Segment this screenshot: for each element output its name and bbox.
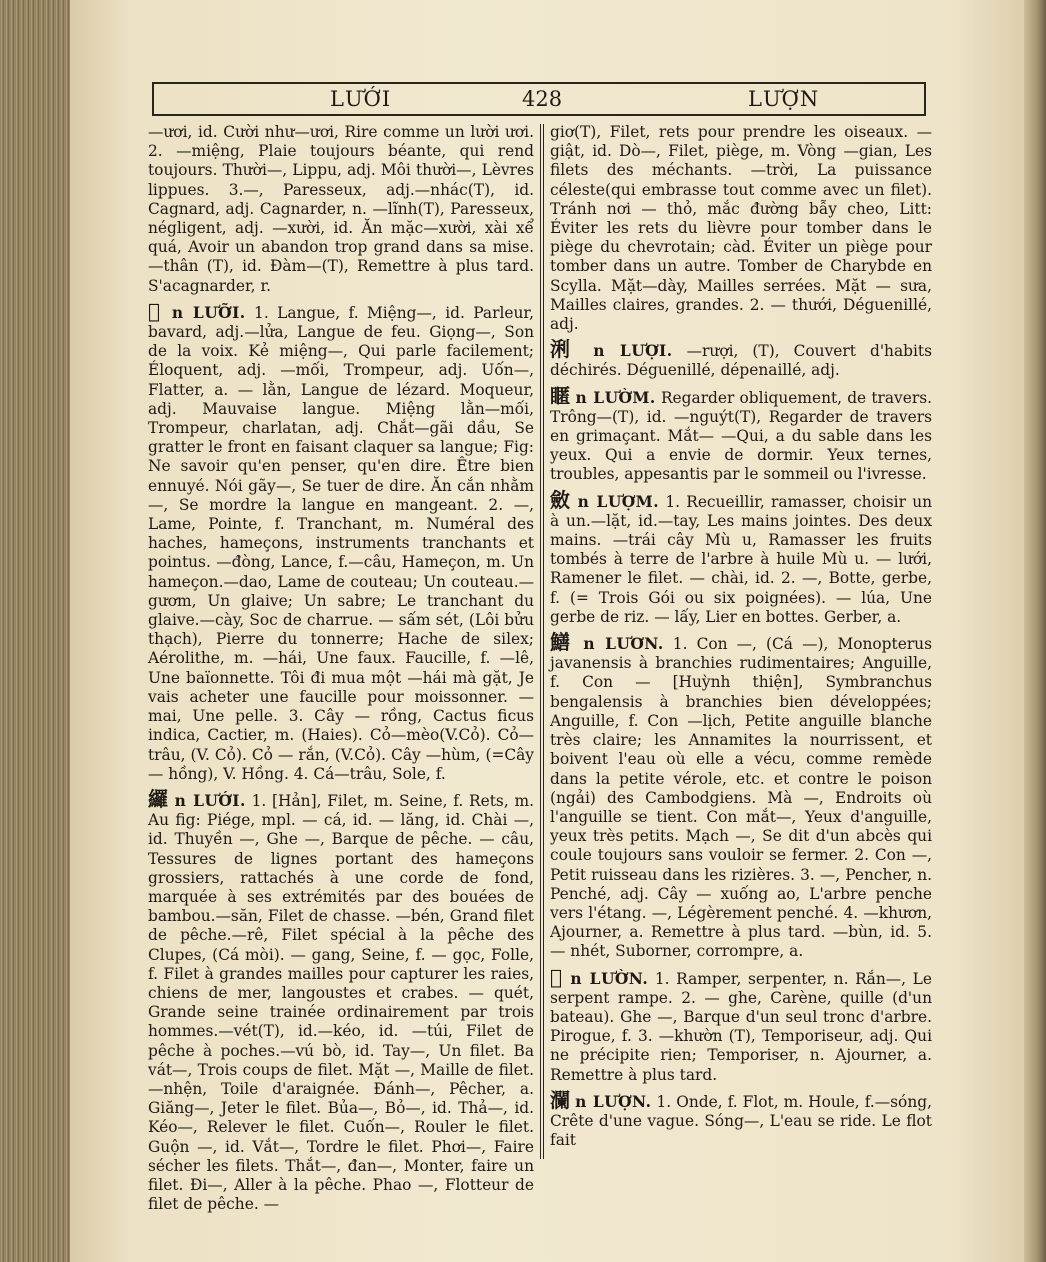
chinese-character: 斂 xyxy=(550,487,572,512)
chinese-character: 𦧜 xyxy=(148,298,164,323)
entry-headword: n LƯỢN. xyxy=(575,1092,652,1111)
entry-text: 1. Ramper, serpenter, n. Rắn—, Le serpent rampe. 2. — ghe, Carène, quille (d'un bateau). Ghe —, Barque d'un seul tronc d'arbre. Pirogue, f. 3. —khườn (T), Temporiseur, adj. Qui ne précipite rien; Temporiser, n. Ajourner, a. Remettre à plus tard. xyxy=(550,969,932,1084)
entry-text: Regarder obliquement, de travers. Trông—(T), id. —nguýt(T), Regarder de travers en grimaçant. Mắt— —Qui, a du sable dans les yeux. Qui a envie de dormir. Yeux ternes, troubles, appesantis par le sommeil ou l'ivresse. xyxy=(550,388,932,484)
entry-luoi-ragged xyxy=(550,337,932,380)
running-head-left: LƯỚI xyxy=(330,87,392,111)
entry-headword: n LƯỢI. xyxy=(593,342,673,361)
entry-continuation xyxy=(550,123,932,334)
entry-headword: n LƯỢM. xyxy=(577,492,660,511)
book-spine-edge xyxy=(0,0,70,1262)
entry-headword: n LƯỠI. xyxy=(171,303,246,322)
entry-text: giơ(T), Filet, rets pour prendre les oiseaux. —giật, id. Dò—, Filet, piège, m. Vòng —gian, Les filets des méchants. —trời, La puissance céleste(qui embrasse tout comme avec un filet). Tránh nơi — thỏ, mắc đường bẫy cheo, Litt: Éviter les rets du lièvre pour tomber dans le piège du chevrotain; càd. Éviter un piège pour tomber dans un autre. Tomber de Charybde en Scylla. Mặt—dày, Mailles serrées. Mặt — sưa, Mailles claires, grandes. 2. — thưới, Déguenillé, adj. xyxy=(550,123,932,334)
left-column xyxy=(148,123,534,1214)
running-head-right: LƯỢN xyxy=(748,87,820,111)
page-edge-right xyxy=(1024,0,1046,1262)
right-column xyxy=(550,123,932,1163)
entry-headword: n LƯỜN. xyxy=(570,969,649,988)
column-divider xyxy=(540,124,544,1159)
chinese-character: 浰 xyxy=(550,337,580,362)
chinese-character: 瀾 xyxy=(550,1087,571,1112)
entry-text: 1. Langue, f. Miệng—, id. Parleur, bavard, adj.—lửa, Langue de feu. Giọng—, Son de la voix. Kẻ miệng—, Qui parle facilement; Éloquent, adj. —mối, Trompeur, adj. Uốn—, Flatter, a. — lằn, Langue de lézard. Moqueur, adj. Mauvaise langue. Miệng lằn—mối, Trompeur, charlatan, adj. Chắt—gãi dầu, Se gratter le front en faisant claquer sa langue; Fig: Ne savoir qu'en penser, qu'en dire. Être bien ennuyé. Nói gãy—, Se tuer de dire. Ăn cắn nhằm —, Se mordre la langue en mangeant. 2. —, Lame, Pointe, f. Tranchant, m. Numéral des haches, hameçons, instruments tranchants et pointus. —đòng, Lance, f.—câu, Hameçon, m. Un hameçon.—dao, Lame de couteau; Un couteau.—gươm, Un glaive; Un sabre; Le tranchant du glaive.—cày, Soc de charrue. — sấm sét, (Lôi bửu thạch), Pierre du tonnerre; Hache de silex; Aérolithe, m. —hái, Une faux. Faucille, f. —lê, Une baïonnette. Tôi đi mua một —hái mà gặt, Je vais acheter une faucille pour moissonner. — mai, Une pelle. 3. Cây — rồng, Cactus ficus indica, Cactier, m. (Haies). Cỏ—mèo(V.Cỏ). Cỏ—trâu, (V. Cỏ). Cỏ — rắn, (V.Cỏ). Cây —hùm, (=Cây — hồng), V. Hồng. 4. Cá—trâu, Sole, f. xyxy=(148,303,534,783)
chinese-character: 纙 xyxy=(148,786,169,811)
entry-luon-wave xyxy=(550,1087,932,1151)
entry-luoi-net xyxy=(148,786,534,1214)
entry-luon-crawl xyxy=(550,964,932,1085)
entry-headword: n LƯỜM. xyxy=(575,388,656,407)
chinese-character: 𧊉 xyxy=(550,964,564,989)
entry-luon-eel xyxy=(550,630,932,961)
entry-headword: n LƯỚI. xyxy=(174,791,246,810)
entry-text: 1. Recueillir, ramasser, choisir un à un.—lặt, id.—tay, Les mains jointes. Des deux mains. —trái cây Mù u, Ramasser les fruits tombés à terre de l'arbre à huile Mù u. — lưới, Ramener le filet. — chài, id. 2. —, Botte, gerbe, f. (= Trois Gói ou six poignées). — lúa, Une gerbe de riz. — lấy, Lier en bottes. Gerber, a. xyxy=(550,492,933,626)
entry-text: 1. [Hản], Filet, m. Seine, f. Rets, m. Au fig: Piége, mpl. — cá, id. — lăng, id. Chài —, id. Thuyền —, Ghe —, Barque de pêche. — câu, Tessures de lignes portant des hameçons grossiers, rattachés à une corde de fond, marquée à ses extrémités par des bouées de bambou.—săn, Filet de chasse. —bén, Grand filet de pêche.—rê, Filet spécial à la pêche des Clupes, (Cá mòi). — gang, Seine, f. — gọc, Folle, f. Filet à grandes mailles pour capturer les raies, chiens de mer, langoustes et crabes. — quét, Grande seine trainée ordinairement par trois hommes.—vét(T), id.—kéo, id. —túi, Filet de pêche à poches.—vú bò, id. Tay—, Un filet. Ba vát—, Trois coups de filet. Mặt —, Maille de filet.—nhện, Toile d'araignée. Đánh—, Pêcher, a. Giăng—, Jeter le filet. Bủa—, Bỏ—, id. Thả—, id. Kéo—, Relever le filet. Cuốn—, Rouler le filet. Guộn —, id. Vắt—, Tordre le filet. Phơi—, Faire sécher les filets. Thắt—, đan—, Monter, faire un filet. Đi—, Aller à la pêche. Phao —, Flotteur de filet de pêche. — xyxy=(148,791,534,1214)
entry-text: 1. Con —, (Cá —), Monopterus javanensis à branchies rudimentaires; Anguille, f. Con — [Huỳnh thiện], Symbranchus bengalensis à branchies bien développées; Anguille, f. Con —lịch, Petite anguille blanche très claire; les Annamites la nourrissent, et boivent l'eau où elle a vécu, comme remède dans la petite vérole, etc. et contre le poison (ngải) des Cambodgiens. Mà —, Endroits où l'anguille se tient. Con mắt—, Yeux d'anguille, yeux très petits. Mạch —, Se dit d'un abcès qui coule toujours sans vouloir se fermer. 2. Con —, Petit ruisseau dans les rizières. 3. —, Pencher, n. Penché, adj. Cây — xuống ao, L'arbre penche vers l'étang. —, Légèrement penché. 4. —khươn, Ajourner, a. Remettre à plus tard. —bùn, id. 5. — nhét, Suborner, corrompre, a. xyxy=(550,635,932,961)
entry-text: 1. Onde, f. Flot, m. Houle, f.—sóng, Crête d'une vague. Sóng—, L'eau se ride. Le flot fait xyxy=(550,1092,932,1150)
entry-luoi-tongue xyxy=(148,298,534,784)
entry-text: —rượi, (T), Couvert d'habits déchirés. Déguenillé, dépenaillé, adj. xyxy=(550,342,932,380)
entry-headword: n LƯƠN. xyxy=(583,635,664,654)
entry-luom-gather xyxy=(550,487,933,627)
entry-text: —ươi, id. Cười như—ươi, Rire comme un lười ươi. 2. —miệng, Plaie toujours béante, qui rend toujours. Thười—, Lippu, adj. Môi thười—, Lèvres lippues. 3.—, Paresseux, adj.—nhác(T), id. Cagnard, adj. Cagnarder, n. —lĩnh(T), Paresseux, négligent, adj. —xười, id. Ăn mặc—xười, xài xể quá, Avoir un abandon trop grand dans sa mise.—thân (T), id. Đàm—(T), Remettre à plus tard. S'acagnarder, r. xyxy=(148,123,534,295)
chinese-character: 鱔 xyxy=(550,630,575,655)
page-number: 428 xyxy=(522,87,563,111)
page-header-box xyxy=(152,82,926,116)
entry-luom-look xyxy=(550,383,932,485)
chinese-character: 䁥 xyxy=(550,383,571,408)
entry-continuation xyxy=(148,123,534,296)
